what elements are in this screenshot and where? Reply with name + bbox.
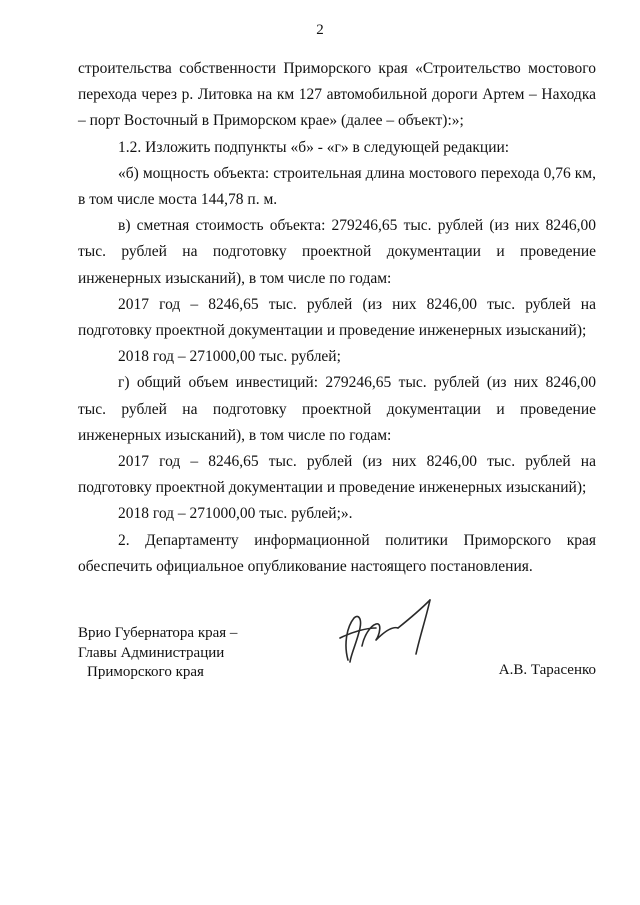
signatory-name: А.В. Тарасенко	[498, 662, 596, 678]
paragraph-cost-2018: 2018 год – 271000,00 тыс. рублей;	[118, 348, 341, 366]
paragraph-investment-2018: 2018 год – 271000,00 тыс. рублей;».	[118, 505, 353, 523]
paragraph-estimated-cost: в) сметная стоимость объекта: 279246,65 тыс. рублей (из них 8246,00 тыс. рублей на подготовку проектной документации и проведение инженерных изысканий), в том числе по годам:	[78, 217, 596, 287]
signatory-title-line: Врио Губернатора края –	[78, 625, 238, 641]
paragraph-investment-2017: 2017 год – 8246,65 тыс. рублей (из них 8246,00 тыс. рублей на подготовку проектной документации и проведение инженерных изысканий);	[78, 453, 596, 497]
paragraph-item-1-2: 1.2. Изложить подпункты «б» - «г» в следующей редакции:	[118, 138, 510, 156]
signatory-title	[78, 624, 237, 683]
page-number: 2	[316, 22, 324, 38]
document-body	[78, 56, 596, 580]
handwritten-signature	[332, 588, 440, 678]
signatory-title-line: Главы Администрации	[78, 644, 225, 661]
signatory-title-line: Приморского края	[87, 664, 204, 680]
paragraph-cost-2017: 2017 год – 8246,65 тыс. рублей (из них 8246,00 тыс. рублей на подготовку проектной документации и проведение инженерных изысканий);	[78, 295, 596, 340]
paragraph-capacity: «б) мощность объекта: строительная длина мостового перехода 0,76 км, в том числе моста 144,78 п. м.	[78, 164, 596, 209]
paragraph-intro: строительства собственности Приморского края «Строительство мостового перехода через р. Литовка на км 127 автомобильной дороги Артем – Находка – порт Восточный в Приморском крае» (далее – объект):»;	[78, 60, 596, 130]
paragraph-item-2: 2. Департаменту информационной политики Приморского края обеспечить официальное опубликование настоящего постановления.	[78, 531, 596, 575]
paragraph-investment: г) общий объем инвестиций: 279246,65 тыс. рублей (из них 8246,00 тыс. рублей на подготовку проектной документации и проведение инженерных изысканий), в том числе по годам:	[78, 374, 596, 444]
